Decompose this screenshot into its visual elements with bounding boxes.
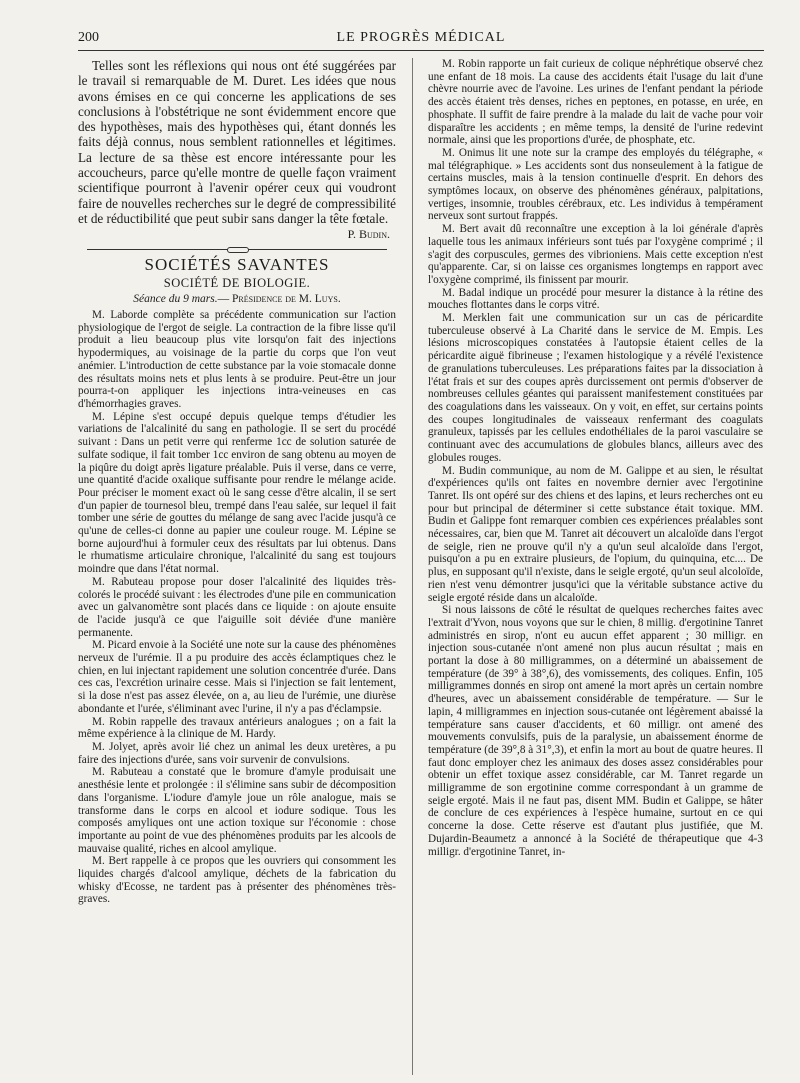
page-header [78, 30, 764, 51]
lead-paragraph: Telles sont les réflexions qui nous ont été suggérées par le travail si remarquable de M. Duret. Les idées que nous avons émises en ce qui concerne les applications de ses conclusions à l'obstétrique ne sont évidemment encore que des hypothèses, mais des hypothèses qui, étant donnés les faits déjà connus, nous semblent rationnelles et légitimes. La lecture de sa thèse est encore intéressante pour les accoucheurs, parce qu'elle montre de quelle façon vraiment scientifique pourront à l'avenir opérer ceux qui voudront faire de nouvelles recherches sur le degré de compressibilité et de réductibilité que peut subir sans danger la tête fœtale. [78, 58, 396, 226]
page-number: 200 [78, 30, 99, 45]
left-column [78, 58, 396, 1075]
column-divider [412, 58, 413, 1075]
signature: P. Budin. [347, 227, 390, 242]
paragraph: M. Rabuteau a constaté que le bromure d'amyle produisait une anesthésie lente et prolongée : il s'élimine sans subir de décomposition dans l'organisme. L'iodure d'amyle joue un rôle analogue, mais se transforme dans le corps en alcool et iodure sodique. Tous les composés amyliques ont une action toxique sur l'économie : chose importante au point de vue des phénomènes produits par les alcools de mauvaise qualité, riches en alcool amylique. [78, 766, 396, 855]
ornamental-rule [87, 247, 387, 253]
session-line [78, 293, 396, 306]
paragraph: M. Merklen fait une communication sur un cas de péricardite tuberculeuse observé à La Charité dans le service de M. Empis. Les lésions microscopiques constatées à l'autopsie étaient celles de la péricardite aiguë fibrineuse ; l'examen histologique y a révélé l'existence de granulations tuberculeuses. Les préparations faites par la dissociation à l'état frais et sur des coupes après durcissement ont permis d'observer de nombreuses cellules géantes qui paraissent manifestement constituées par des coagulations dans les vaisseaux. On y voit, en effet, sur certains points des coupes longitudinales de vaisseaux renfermant des coagulats granuleux, tapissés par les cellules endothéliales de la paroi vasculaire se continuant avec des accumulations de globules blancs, ailleurs avec des globules rouges. [428, 312, 763, 464]
paragraph: M. Budin communique, au nom de M. Galippe et au sien, le résultat d'expériences qu'ils ont faites en novembre dernier avec l'ergotinine Tanret. Ils ont opéré sur des chiens et des lapins, et leurs recherches ont eu pour but principal de déterminer si cette substance était toxique. MM. Budin et Galippe font remarquer combien ces expériences préalables sont nécessaires, car, bien que M. Tanret ait découvert un alcaloïde dans l'ergot de seigle, rien ne prouve qu'il n'y a qu'un seul alcaloïde dans l'ergot, puisqu'on a pu en extraire plusieurs, de l'opium, du quinquina, etc.... De plus, en supposant qu'il n'existe, dans le seigle ergoté, qu'un seul alcoloïde, rien n'est venu démontrer jusqu'ici que la véritable substance active du seigle ergoté réside dans un alcaloïde. [428, 464, 763, 604]
session-chair: — Présidence de M. Luys. [217, 293, 341, 306]
paragraph: M. Bert avait dû reconnaître une exception à la loi générale d'après laquelle tous les animaux inférieurs sont tués par l'oxygène comprimé ; il s'agit des corpuscules, germes des vibrioniens. Mais cette exception n'est qu'apparente. Car, si on laisse ces organismes longtemps en rapport avec l'oxygène comprimé, ils finissent par mourir. [428, 223, 763, 286]
session-date: Séance du 9 mars. [133, 293, 218, 306]
section-title: SOCIÉTÉS SAVANTES [144, 254, 330, 274]
subsection-title: SOCIÉTÉ DE BIOLOGIE. [163, 275, 311, 290]
paragraph: M. Robin rapporte un fait curieux de colique néphrétique observé chez une enfant de 18 mois. La cause des accidents était l'usage du lait d'une chèvre nourrie avec de l'avoine. Les urines de l'enfant pendant la période des accès étaient très denses, riches en peptones, en potasse, en urée, en phosphate. Il suffit de faire prendre à la malade du lait de vache pour voir disparaître les accidents ; en même temps, la densité de l'urine redevint normale, ainsi que les proportions d'urée, de phosphate, etc. [428, 58, 763, 147]
paragraph: M. Lépine s'est occupé depuis quelque temps d'étudier les variations de l'alcalinité du sang en pathologie. Il se sert du procédé suivant : Dans un petit verre qui renferme 1cc de solution saturée de sulfate sodique, il fait tomber 1cc environ de sang obtenu au moyen de la piqûre du doigt après ligature préalable. Puis il verse, dans ce verre, une quantité d'acide oxalique suffisante pour rendre le mélange acide. Pour préciser le moment exact où le sang cesse d'être alcalin, il se sert d'un papier de tournesol bleu, trempé dans l'eau salée, sur lequel il fait tomber une série de gouttes du mélange de sang avec l'acide jusqu'à ce qu'une de celles-ci donne au papier une couleur rouge. M. Lépine se borne aujourd'hui à formuler ceux des résultats par lui obtenus. Dans le rhumatisme articulaire chronique, l'alcalinité du sang est toujours moindre que dans l'état normal. [78, 410, 396, 576]
paragraph: M. Bert rappelle à ce propos que les ouvriers qui consomment les liquides chargés d'alcool amylique, déchets de la fabrication du whisky d'Ecosse, ne tardent pas à présenter des phénomènes très-graves. [78, 855, 396, 906]
right-column [428, 58, 763, 1075]
journal-title: LE PROGRÈS MÉDICAL [336, 30, 506, 45]
paragraph: M. Picard envoie à la Société une note sur la cause des phénomènes nerveux de l'urémie. Il a pu produire des accès éclamptiques chez le chien, en lui injectant rapidement une solution concentrée d'urée. Dans ces cas, l'excrétion urinaire cesse. Mais si l'injection se fait lentement, si la dose n'est pas assez élevée, on a, au lieu de l'urémie, une diurèse abondante et l'urée, s'éliminant avec l'urine, il n'y a pas d'éclampsie. [78, 639, 396, 715]
paragraph: M. Robin rappelle des travaux antérieurs analogues ; on a fait la même expérience à la clinique de M. Hardy. [78, 715, 396, 741]
paragraph: M. Badal indique un procédé pour mesurer la distance à la rétine des mouches flottantes dans le corps vitré. [428, 286, 763, 312]
lead-text [78, 58, 396, 226]
paragraph: M. Laborde complète sa précédente communication sur l'action physiologique de l'ergot de seigle. La contraction de la fibre lisse qu'il produit a lieu beaucoup plus vite lorsqu'on fait des injections hypodermiques, au voisinage de la partie du corps que l'on veut anémier. L'introduction de cette substance par la voie stomacale donne des résultats moins nets et plus lents à se produire. Peut-être un jour pourra-t-on appliquer les injections intra-veineuses en cas d'hémorrhagies graves. [78, 309, 396, 410]
paragraph: M. Onimus lit une note sur la crampe des employés du télégraphe, « mal télégraphique. » Les accidents sont dus nonseulement à la fatigue de certains muscles, mais à la tension continuelle d'esprit. En dehors des symptômes locaux, on observe des phénomènes généraux, palpitations, vertiges, insomnie, troubles cérébraux, etc. Les individus à tempérament nerveux sont surtout frappés. [428, 146, 763, 223]
paragraph: M. Jolyet, après avoir lié chez un animal les deux uretères, a pu faire des injections d'urée, sans voir survenir de convulsions. [78, 740, 396, 766]
paragraph: Si nous laissons de côté le résultat de quelques recherches faites avec l'extrait d'Yvon, nous voyons que sur le chien, 8 millig. d'ergotinine Tanret administrés en sirop, n'ont eu aucun effet apparent ; 30 milligr. en injection sous-cutanée n'ont amené non plus aucun résultat ; mais en portant la dose à 80 milligrammes, on a déterminé un abaissement de température (de 39° à 38°,6), des vomissements, des coliques. Enfin, 105 milligrammes donnés en sirop ont amené la mort après un certain nombre d'heures, avec un abaissement considérable de température. — Sur le lapin, 4 milligrammes en injection sous-cutanée ont légèrement abaissé la température sans causer d'accidents, et 60 milligr. ont amené des mouvements convulsifs, puis de la paralysie, un abaissement énorme de température (de 39°,8 à 31°,3), et enfin la mort au bout de quatre heures. Il faut donc employer chez les animaux des doses assez considérables pour obtenir un effet toxique assez considérable, car M. Tanret regarde un milligramme de son ergotinine comme correspondant à un gramme de seigle ergoté. Mais il ne faut pas, disent MM. Budin et Galippe, se hâter de conclure de ces expériences à l'espèce humaine, surtout en ce qui concerne la dose. Cette réserve est d'autant plus justifiée, que M. Dujardin-Beaumetz a annoncé à la Société de thérapeutique que 4-3 milligr. d'ergotinine Tanret, in- [428, 604, 763, 858]
paragraph: M. Rabuteau propose pour doser l'alcalinité des liquides très-colorés le procédé suivant : les électrodes d'une pile en communication avec un galvanomètre sont placés dans ce liquide : on ajoute ensuite de l'acide jusqu'à ce que l'aiguille soit déviée d'une manière permanente. [78, 575, 396, 639]
